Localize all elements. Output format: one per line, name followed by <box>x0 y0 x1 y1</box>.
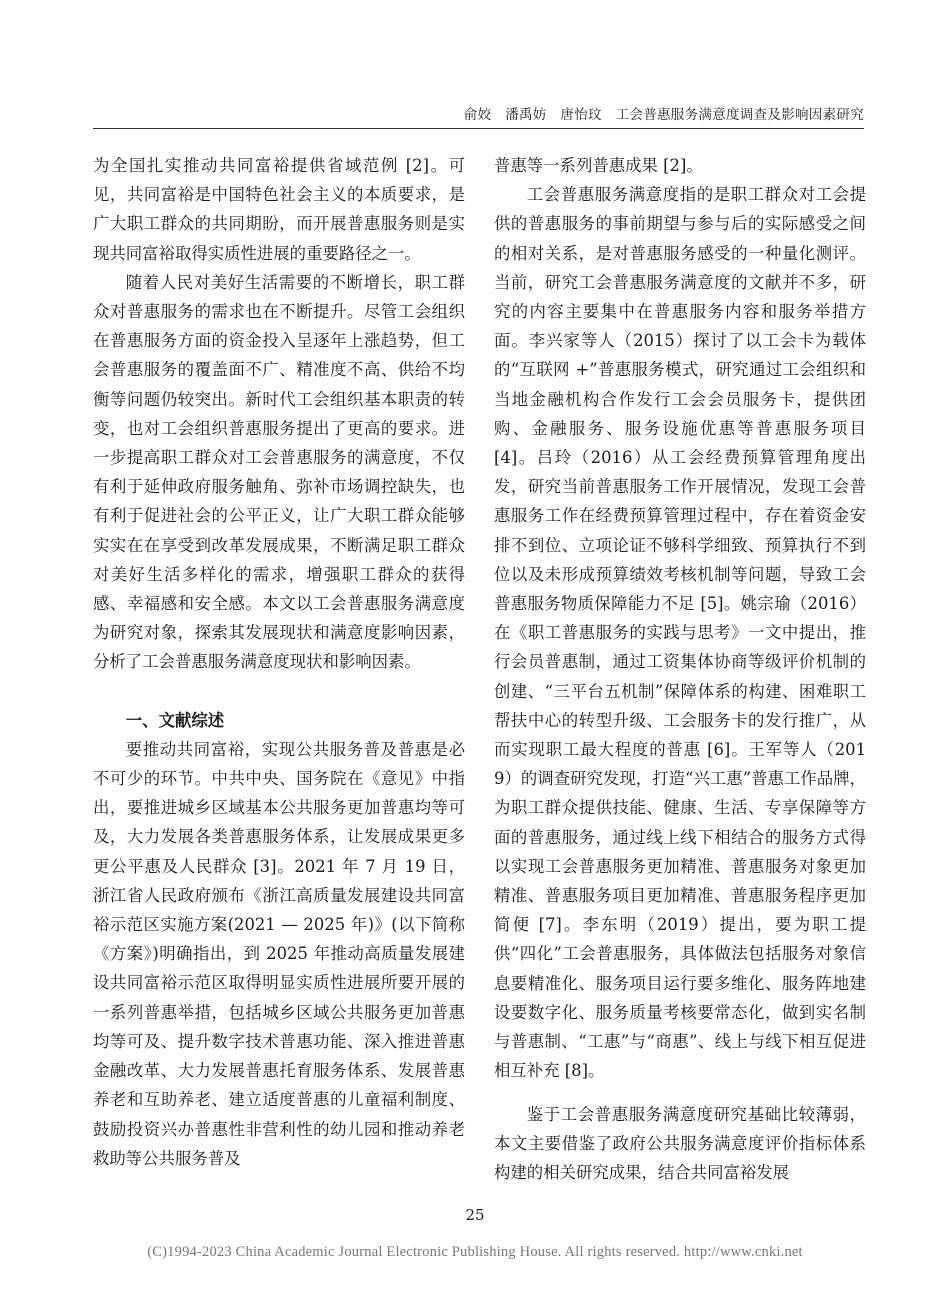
paragraph-methodology: 鉴于工会普惠服务满意度研究基础比较薄弱，本文主要借鉴了政府公共服务满意度评价指标体系构建的相关研究成果，结合共同富裕发展 <box>494 1104 866 1182</box>
paragraph-literature-intro: 要推动共同富裕，实现公共服务普及普惠是必不可少的环节。中共中央、国务院在《意见》中指出，要推进城乡区域基本公共服务更加普惠均等可及，大力发展各类普惠服务体系，让发展成果更多更公平惠及人民群众 [3]。2021 年 7 月 19 日，浙江省人民政府颁布《浙江高质量发展建设共同富裕示范区实施方案(2021 — 2025 年)》(以下简称《方案》)明确指出，到 2025 年推动高质量发展建设共同富裕示范区取得明显实质性进展所要开展的一系列普惠举措，包括城乡区域公共服务更加普惠均等可及、提升数字技术普惠功能、深入推进普惠金融改革、大力发展普惠托育服务体系、发展普惠养老和互助养老、建立适度普惠的儿童福利制度、鼓励投资兴办普惠性非营利性的幼儿园和推动养老救助等公共服务普及 <box>93 739 465 1168</box>
running-header: 俞姣 潘禹妨 唐怡玟 工会普惠服务满意度调查及影响因素研究 <box>463 107 864 123</box>
paragraph-background: 随着人民对美好生活需要的不断增长，职工群众对普惠服务的需求也在不断提升。尽管工会组织在普惠服务方面的资金投入呈逐年上涨趋势，但工会普惠服务的覆盖面不广、精准度不高、供给不均衡等问题仍较突出。新时代工会组织基本职责的转变，也对工会组织普惠服务提出了更高的要求。进一步提高职工群众对工会普惠服务的满意度，不仅有利于延伸政府服务触角、弥补市场调控缺失，也有利于促进社会的公平正义，让广大职工群众能够实实在在享受到改革发展成果，不断满足职工群众对美好生活多样化的需求，增强职工群众的获得感、幸福感和安全感。本文以工会普惠服务满意度为研究对象，探索其发展现状和满意度影响因素，分析了工会普惠服务满意度现状和影响因素。 <box>93 272 465 672</box>
paragraph-continuation: 为全国扎实推动共同富裕提供省域范例 [2]。可见，共同富裕是中国特色社会主义的本质要求，是广大职工群众的共同期盼，而开展普惠服务则是实现共同富裕取得实质性进展的重要路径之一。 <box>93 156 465 263</box>
page-number: 25 <box>465 1206 485 1224</box>
paragraph-continuation-right: 普惠等一系列普惠成果 [2]。 <box>494 156 703 175</box>
header-rule <box>93 128 864 129</box>
paragraph-satisfaction-definition: 工会普惠服务满意度指的是职工群众对工会提供的普惠服务的事前期望与参与后的实际感受之间的相对关系，是对普惠服务感受的一种量化测评。当前，研究工会普惠服务满意度的文献并不多，研究的内容主要集中在普惠服务内容和服务举措方面。李兴家等人（2015）探讨了以工会卡为载体的“互联网 +”普惠服务模式，研究通过工会组织和当地金融机构合作发行工会会员服务卡，提供团购、金融服务、服务设施优惠等普惠服务项目 [4]。吕玲（2016）从工会经费预算管理角度出发，研究当前普惠服务工作开展情况，发现工会普惠服务工作在经费预算管理过程中，存在着资金安排不到位、立项论证不够科学细致、预算执行不到位以及未形成预算绩效考核机制等问题，导致工会普惠服务物质保障能力不足 [5]。姚宗瑜（2016）在《职工普惠服务的实践与思考》一文中提出，推行会员普惠制，通过工资集体协商等级评价机制的创建、“三平台五机制”保障体系的构建、困难职工帮扶中心的转型升级、工会服务卡的发行推广，从而实现职工最大程度的普惠 [6]。王军等人（2019）的调查研究发现，打造“兴工惠”普惠工作品牌，为职工群众提供技能、健康、生活、专享保障等方面的普惠服务，通过线上线下相结合的服务方式得以实现工会普惠服务更加精准、普惠服务对象更加精准、普惠服务项目更加精准、普惠服务程序更加简便 [7]。李东明（2019）提出，要为职工提供“四化”工会普惠服务，具体做法包括服务对象信息要精准化、服务项目运行要多维化、服务阵地建设要数字化、服务质量考核要常态化，做到实名制与普惠制、“工惠”与“商惠”、线上与线下相互促进相互补充 [8]。 <box>494 185 866 1081</box>
right-column <box>494 151 866 1187</box>
section-heading-literature-review: 一、文献综述 <box>125 710 225 730</box>
left-column <box>93 151 465 1173</box>
copyright-footer: (C)1994-2023 China Academic Journal Electronic Publishing House. All rights reserved. http://www.cnki.net <box>147 1244 803 1260</box>
